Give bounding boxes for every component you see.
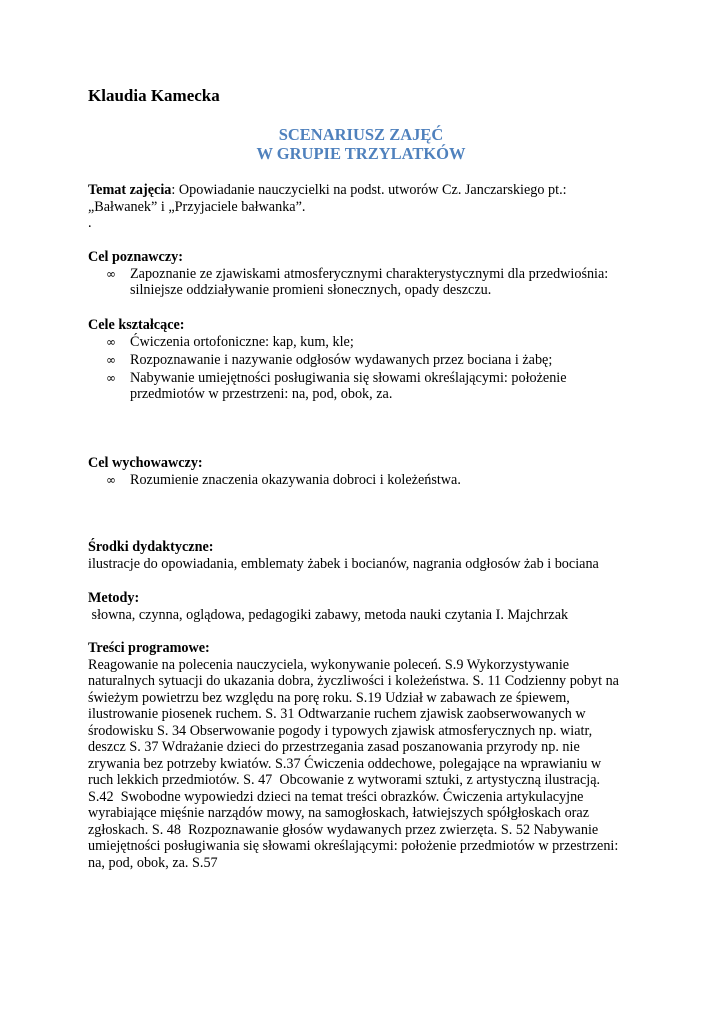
educational-goals-heading: Cele kształcące: — [88, 317, 185, 333]
infinity-bullet-icon: ∞ — [106, 266, 116, 281]
program-content-line: ilustrowanie piosenek ruchem. S. 31 Odtwarzanie ruchem zjawisk zaobserwowanych w — [88, 706, 586, 722]
educational-goals-list — [88, 334, 648, 403]
title-line-1: SCENARIUSZ ZAJĘĆ — [278, 125, 444, 144]
cognitive-goal-list — [88, 266, 648, 299]
list-item-line: silniejsze oddziaływanie promieni słonecznych, opady deszczu. — [130, 282, 492, 298]
infinity-bullet-icon: ∞ — [106, 334, 116, 349]
teaching-aids-text: ilustracje do opowiadania, emblematy żabek i bocianów, nagrania odgłosów żab i bociana — [88, 555, 599, 572]
author-name: Klaudia Kamecka — [88, 86, 220, 105]
program-content-line: zrywania bez potrzeby kwiatów. S.37 Ćwiczenia oddechowe, polegające na wprawianiu w — [88, 755, 602, 772]
program-content-line: deszcz S. 37 Wdrażanie dzieci do przestrzegania zasad poszanowania przyrody np. nie — [88, 739, 580, 755]
title-line-2: W GRUPIE TRZYLATKÓW — [256, 144, 466, 163]
list-item-line: przedmiotów w przestrzeni: na, pod, obok, za. — [130, 386, 393, 402]
list-item — [88, 334, 648, 351]
program-content-line: naturalnych sytuacji do ukazania dobra, życzliwości i koleżeństwa. S. 11 Codzienny pobyt na — [88, 673, 619, 689]
topic-text: : Opowiadanie nauczycielki na podst. utworów Cz. Janczarskiego pt.: — [171, 182, 567, 198]
list-item — [88, 370, 648, 403]
program-content-line: środowisku S. 34 Obserwowanie pogody i typowych zjawisk atmosferycznych np. wiatr, — [88, 722, 593, 739]
program-content-line: umiejętności posługiwania się słowami określającymi: położenie przedmiotów w przestrzeni: — [88, 838, 619, 854]
topic-label: Temat zajęcia — [88, 182, 172, 198]
methods-text: słowna, czynna, oglądowa, pedagogiki zabawy, metoda nauki czytania I. Majchrzak — [88, 606, 569, 623]
list-item — [88, 266, 648, 299]
methods-section — [88, 590, 648, 623]
upbringing-goal-section — [88, 455, 648, 488]
teaching-aids-heading: Środki dydaktyczne: — [88, 539, 214, 555]
program-content-line: na, pod, obok, za. S.57 — [88, 854, 218, 871]
program-content-section — [88, 640, 648, 871]
program-content-line: świeżym powietrzu bez względu na porę roku. S.19 Udział w zabawach ze śpiewem, — [88, 689, 570, 706]
methods-heading: Metody: — [88, 590, 140, 606]
program-content-line: ruch lekkich przedmiotów. S. 47 Obcowanie z wytworami sztuki, z artystyczną ilustracją. — [88, 772, 601, 788]
list-item — [88, 472, 648, 489]
program-content-line: Reagowanie na polecenia nauczyciela, wykonywanie poleceń. S.9 Wykorzystywanie — [88, 656, 570, 673]
cognitive-goal-heading: Cel poznawczy: — [88, 249, 183, 265]
topic-text-line-2: „Bałwanek” i „Przyjaciele bałwanka”. — [88, 198, 306, 215]
upbringing-goal-heading: Cel wychowawczy: — [88, 455, 203, 471]
program-content-heading: Treści programowe: — [88, 640, 210, 656]
upbringing-goal-list — [88, 472, 648, 489]
infinity-bullet-icon: ∞ — [106, 370, 116, 385]
list-item-line: Nabywanie umiejętności posługiwania się słowami określającymi: położenie — [130, 369, 567, 386]
list-item-line: Zapoznanie ze zjawiskami atmosferycznymi charakterystycznymi dla przedwiośnia: — [130, 265, 609, 282]
document-title — [88, 125, 634, 163]
cognitive-goal-section — [88, 249, 648, 299]
educational-goals-section — [88, 317, 648, 403]
program-content-line: wyrabiające mięśnie narządów mowy, na samogłoskach, łatwiejszych spółgłoskach oraz — [88, 805, 589, 821]
list-item-line: Rozumienie znaczenia okazywania dobroci i koleżeństwa. — [130, 471, 461, 488]
program-content-line: S.42 Swobodne wypowiedzi dzieci na temat treści obrazków. Ćwiczenia artykulacyjne — [88, 788, 584, 805]
infinity-bullet-icon: ∞ — [106, 472, 116, 487]
teaching-aids-section — [88, 539, 648, 572]
topic-dot: . — [88, 215, 92, 231]
infinity-bullet-icon: ∞ — [106, 352, 116, 367]
list-item — [88, 352, 648, 369]
program-content-line: zgłoskach. S. 48 Rozpoznawanie głosów wydawanych przez zwierzęta. S. 52 Nabywanie — [88, 821, 599, 838]
list-item-line: Rozpoznawanie i nazywanie odgłosów wydawanych przez bociana i żabę; — [130, 351, 553, 368]
list-item-line: Ćwiczenia ortofoniczne: kap, kum, kle; — [130, 333, 354, 350]
topic-section — [88, 182, 648, 232]
